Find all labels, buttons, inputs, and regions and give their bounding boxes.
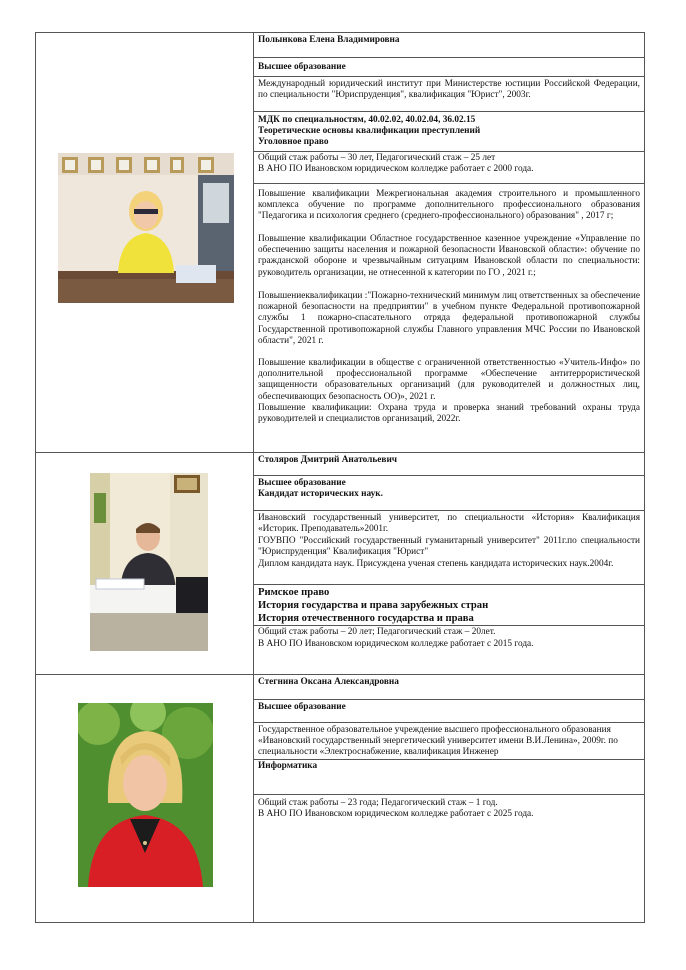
training-item: Повышение квалификации в обществе с ограниченной ответственностью «Учитель-Инфо» по дополнительной профессиональной программе «Обеспечение антитеррористической защищенности образовательных организаций (для руководителей и должностных лиц, обеспечивающих безопасность ОО)», 2021 г.	[258, 358, 640, 402]
experience-line: В АНО ПО Ивановском юридическом колледже работает с 2025 года.	[258, 809, 534, 819]
info-cell	[254, 33, 644, 452]
subject: Римское право	[258, 587, 330, 598]
education-level: Высшее образование	[258, 702, 346, 712]
subject: Информатика	[258, 761, 318, 771]
staff-table	[35, 32, 645, 923]
person-name: Полынкова Елена Владимировна	[258, 35, 400, 45]
person-name: Стегнина Оксана Александровна	[258, 677, 399, 687]
education-text: Диплом кандидата наук. Присуждена ученая степень кандидата исторических наук.2004г.	[258, 559, 614, 569]
subject: История отечественного государства и права	[258, 613, 474, 624]
experience-line: В АНО ПО Ивановском юридическом колледже работает с 2015 года.	[258, 639, 534, 649]
subject: Уголовное право	[258, 137, 329, 147]
education-text: ГОУВПО "Российский государственный гуманитарный университет" 2011г.по специальности "Юриспруденция" Квалификация "Юрист"	[258, 536, 640, 558]
education-text: Государственное образовательное учреждение высшего профессионального образования «Ивановский государственный энергетический университет имени В.И.Ленина», 2009г. по специальности «Электроснабжение, квалификация Инженер	[258, 725, 618, 758]
photo-cell	[36, 33, 254, 452]
training-item: Повышениеквалификации :"Пожарно-технический минимум лиц ответственных за обеспечение пожарной безопасности на предприятии" в учебном пункте Федеральной противопожарной службы 1 пожарно-спасательного отряда федеральной противопожарной службы Государственной противопожарной службы Главного управления МЧС России по Ивановской области", 2021 г.	[258, 291, 640, 346]
training-item: Повышение квалификации: Охрана труда и проверка знаний требований охраны труда руководителей и специалистов организаций, 2022г.	[258, 403, 640, 425]
training-item: Повышение квалификации Областное государственное казенное учреждение «Управление по обеспечению защиты населения и пожарной безопасности Ивановской области»: обучение по гражданской обороне и чрезвычайным ситуациям Ивановской области по специальности: руководитель организации, не отнесенной к категории по ГО , 2021 г.;	[258, 234, 640, 278]
table-row	[36, 453, 644, 675]
photo-cell	[36, 453, 254, 674]
portrait-photo	[58, 153, 234, 303]
education-text: Ивановский государственный университет, по специальности «История» Квалификация «Историк. Преподаватель»2001г.	[258, 513, 640, 535]
education-level: Высшее образование	[258, 478, 346, 488]
portrait-photo	[90, 473, 208, 651]
info-cell	[254, 453, 644, 674]
training-item: Повышение квалификации Межрегиональная академия строительного и промышленного комплекса обучение по программе дополнительного профессионального образования "Педагогика и психология среднего (среднего-профессионального) образования" , 2017 г;	[258, 189, 640, 222]
experience-line: Общий стаж работы – 20 лет; Педагогический стаж – 20лет.	[258, 627, 496, 637]
info-cell	[254, 675, 644, 922]
subject: Теоретические основы квалификации преступлений	[258, 126, 481, 136]
academic-degree: Кандидат исторических наук.	[258, 489, 383, 499]
subject: МДК по специальностям, 40.02.02, 40.02.04, 36.02.15	[258, 115, 476, 125]
table-row	[36, 33, 644, 453]
experience-line: В АНО ПО Ивановском юридическом колледже работает с 2000 года.	[258, 164, 534, 174]
subject: История государства и права зарубежных стран	[258, 600, 489, 611]
education-text: Международный юридический институт при Министерстве юстиции Российской Федерации, по специальности "Юриспруденция", квалификация "Юрист", 2003г.	[258, 79, 640, 101]
person-name: Столяров Дмитрий Анатольевич	[258, 455, 398, 465]
education-level: Высшее образование	[258, 62, 346, 72]
experience-line: Общий стаж работы – 23 года; Педагогический стаж – 1 год.	[258, 798, 498, 808]
experience-line: Общий стаж работы – 30 лет, Педагогический стаж – 25 лет	[258, 153, 496, 163]
table-row	[36, 675, 644, 922]
portrait-photo	[78, 703, 213, 887]
photo-cell	[36, 675, 254, 922]
